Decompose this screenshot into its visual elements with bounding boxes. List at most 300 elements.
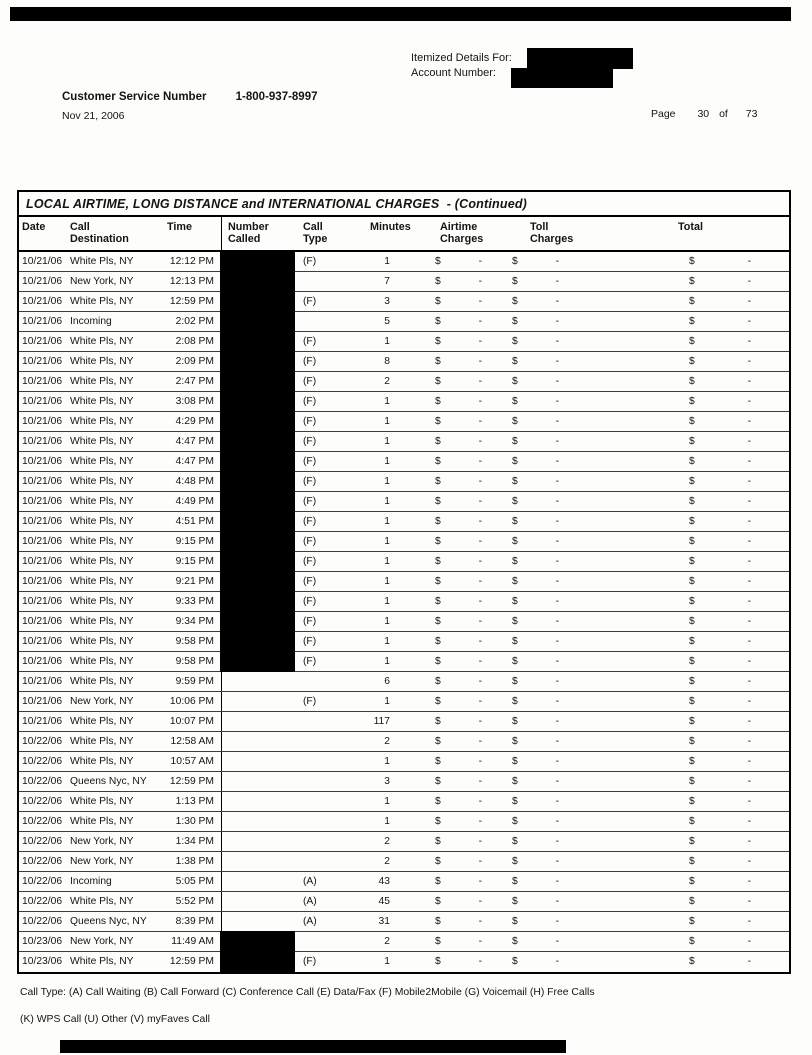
cell-call-type <box>302 312 364 331</box>
cell-number-called <box>222 572 302 591</box>
number-called-redaction <box>220 611 295 632</box>
cell-minutes: 1 <box>384 556 390 567</box>
cell-call-destination: White Pls, NY <box>70 736 134 747</box>
column-header-total: Total <box>678 221 703 233</box>
amount-value: - <box>478 496 482 507</box>
amount-value: - <box>555 316 559 327</box>
amount-value: - <box>747 336 751 347</box>
amount-value: - <box>555 936 559 947</box>
cell-toll-charges <box>509 652 599 671</box>
number-called-redaction <box>220 271 295 292</box>
cell-time: 9:15 PM <box>167 532 222 551</box>
currency-symbol: $ <box>435 816 441 827</box>
cell-airtime-charges <box>421 312 509 331</box>
cell-date: 10/23/06 <box>22 936 63 947</box>
column-header-airtime-charges: Airtime Charges <box>440 221 484 245</box>
table-row <box>19 272 789 292</box>
currency-symbol: $ <box>689 636 695 647</box>
cell-call-type <box>302 832 364 851</box>
cell-toll-charges <box>509 812 599 831</box>
currency-symbol: $ <box>689 876 695 887</box>
amount-value: - <box>478 676 482 687</box>
cell-toll-charges <box>509 592 599 611</box>
currency-symbol: $ <box>512 276 518 287</box>
amount-value: - <box>478 556 482 567</box>
cell-total <box>599 852 789 871</box>
currency-symbol: $ <box>512 316 518 327</box>
amount-value: - <box>478 896 482 907</box>
number-called-redaction <box>220 451 295 472</box>
table-row <box>19 812 789 832</box>
currency-symbol: $ <box>435 656 441 667</box>
cell-airtime-charges <box>421 432 509 451</box>
currency-symbol: $ <box>512 696 518 707</box>
cell-total <box>599 392 789 411</box>
cell-total <box>599 412 789 431</box>
cell-date: 10/21/06 <box>22 256 63 267</box>
cell-airtime-charges <box>421 832 509 851</box>
cell-date: 10/22/06 <box>22 756 63 767</box>
cell-call-destination: White Pls, NY <box>70 816 134 827</box>
currency-symbol: $ <box>689 456 695 467</box>
account-number-label: Account Number: <box>411 67 496 79</box>
amount-value: - <box>747 456 751 467</box>
number-called-redaction <box>220 251 295 272</box>
number-called-redaction <box>220 431 295 452</box>
cell-number-called <box>222 852 302 871</box>
currency-symbol: $ <box>689 536 695 547</box>
amount-value: - <box>555 356 559 367</box>
currency-symbol: $ <box>512 956 518 967</box>
amount-value: - <box>747 536 751 547</box>
table-row <box>19 452 789 472</box>
cell-time: 5:52 PM <box>167 892 222 911</box>
cell-minutes: 3 <box>384 296 390 307</box>
bottom-black-bar <box>60 1040 566 1053</box>
currency-symbol: $ <box>689 656 695 667</box>
page-total: 73 <box>745 108 758 120</box>
cell-toll-charges <box>509 772 599 791</box>
cell-total <box>599 892 789 911</box>
number-called-redaction <box>220 531 295 552</box>
cell-call-type: (F) <box>303 536 317 547</box>
cell-call-destination: White Pls, NY <box>70 596 134 607</box>
amount-value: - <box>555 816 559 827</box>
column-header-number-called: Number Called <box>228 221 269 245</box>
currency-symbol: $ <box>435 276 441 287</box>
table-row <box>19 592 789 612</box>
cell-number-called <box>222 612 302 631</box>
table-row <box>19 332 789 352</box>
cell-toll-charges <box>509 632 599 651</box>
cell-airtime-charges <box>421 412 509 431</box>
table-header-row <box>19 217 789 252</box>
currency-symbol: $ <box>435 536 441 547</box>
cell-minutes: 1 <box>384 476 390 487</box>
currency-symbol: $ <box>512 476 518 487</box>
amount-value: - <box>555 956 559 967</box>
cell-date: 10/21/06 <box>22 596 63 607</box>
cell-total <box>599 732 789 751</box>
currency-symbol: $ <box>435 716 441 727</box>
cell-number-called <box>222 432 302 451</box>
cell-call-type <box>302 272 364 291</box>
cell-minutes: 1 <box>384 536 390 547</box>
table-row <box>19 652 789 672</box>
amount-value: - <box>555 876 559 887</box>
cell-number-called <box>222 552 302 571</box>
cell-number-called <box>222 292 302 311</box>
cell-total <box>599 592 789 611</box>
amount-value: - <box>747 316 751 327</box>
cell-call-type: (F) <box>303 596 317 607</box>
cell-total <box>599 672 789 691</box>
number-called-redaction <box>220 311 295 332</box>
cell-date: 10/21/06 <box>22 536 63 547</box>
cell-total <box>599 772 789 791</box>
cell-toll-charges <box>509 312 599 331</box>
amount-value: - <box>478 856 482 867</box>
cell-call-type: (F) <box>303 436 317 447</box>
amount-value: - <box>478 716 482 727</box>
cell-call-destination: White Pls, NY <box>70 376 134 387</box>
cell-total <box>599 652 789 671</box>
cell-total <box>599 532 789 551</box>
cell-minutes: 43 <box>378 876 390 887</box>
cell-call-type: (F) <box>303 296 317 307</box>
cell-toll-charges <box>509 412 599 431</box>
cell-date: 10/21/06 <box>22 616 63 627</box>
cell-call-destination: White Pls, NY <box>70 356 134 367</box>
currency-symbol: $ <box>435 516 441 527</box>
currency-symbol: $ <box>435 316 441 327</box>
amount-value: - <box>747 876 751 887</box>
cell-date: 10/21/06 <box>22 496 63 507</box>
cell-minutes: 2 <box>384 936 390 947</box>
currency-symbol: $ <box>689 716 695 727</box>
amount-value: - <box>555 536 559 547</box>
currency-symbol: $ <box>689 936 695 947</box>
cell-call-destination: White Pls, NY <box>70 956 134 967</box>
cell-airtime-charges <box>421 592 509 611</box>
currency-symbol: $ <box>435 256 441 267</box>
currency-symbol: $ <box>435 616 441 627</box>
cell-airtime-charges <box>421 872 509 891</box>
number-called-redaction <box>220 411 295 432</box>
amount-value: - <box>747 696 751 707</box>
amount-value: - <box>747 916 751 927</box>
amount-value: - <box>555 276 559 287</box>
page-current: 30 <box>697 108 710 120</box>
table-row <box>19 932 789 952</box>
cell-call-destination: White Pls, NY <box>70 656 134 667</box>
amount-value: - <box>747 556 751 567</box>
cell-minutes: 6 <box>384 676 390 687</box>
table-row <box>19 512 789 532</box>
currency-symbol: $ <box>512 656 518 667</box>
currency-symbol: $ <box>689 296 695 307</box>
cell-date: 10/21/06 <box>22 516 63 527</box>
cell-total <box>599 452 789 471</box>
cell-date: 10/21/06 <box>22 376 63 387</box>
cell-number-called <box>222 652 302 671</box>
cell-call-type: (F) <box>303 476 317 487</box>
amount-value: - <box>747 816 751 827</box>
cell-toll-charges <box>509 672 599 691</box>
currency-symbol: $ <box>512 776 518 787</box>
number-called-redaction <box>220 931 295 952</box>
table-row <box>19 752 789 772</box>
cell-toll-charges <box>509 292 599 311</box>
cell-total <box>599 912 789 931</box>
table-row <box>19 532 789 552</box>
cell-total <box>599 312 789 331</box>
cell-call-type: (F) <box>303 656 317 667</box>
amount-value: - <box>478 796 482 807</box>
currency-symbol: $ <box>512 596 518 607</box>
cell-minutes: 1 <box>384 516 390 527</box>
currency-symbol: $ <box>689 696 695 707</box>
amount-value: - <box>555 676 559 687</box>
cell-total <box>599 612 789 631</box>
number-called-redaction <box>220 631 295 652</box>
cell-total <box>599 632 789 651</box>
cell-call-destination: White Pls, NY <box>70 636 134 647</box>
amount-value: - <box>478 456 482 467</box>
amount-value: - <box>555 396 559 407</box>
amount-value: - <box>747 276 751 287</box>
amount-value: - <box>555 596 559 607</box>
amount-value: - <box>478 276 482 287</box>
cell-call-destination: White Pls, NY <box>70 536 134 547</box>
cell-toll-charges <box>509 332 599 351</box>
currency-symbol: $ <box>435 836 441 847</box>
amount-value: - <box>747 716 751 727</box>
cell-time: 3:08 PM <box>167 392 222 411</box>
amount-value: - <box>478 396 482 407</box>
amount-value: - <box>555 376 559 387</box>
currency-symbol: $ <box>512 356 518 367</box>
cell-airtime-charges <box>421 652 509 671</box>
cell-call-destination: New York, NY <box>70 856 134 867</box>
cell-call-type: (A) <box>303 896 317 907</box>
amount-value: - <box>478 296 482 307</box>
cell-call-type: (F) <box>303 356 317 367</box>
cell-date: 10/22/06 <box>22 796 63 807</box>
cell-number-called <box>222 712 302 731</box>
cell-toll-charges <box>509 572 599 591</box>
cell-airtime-charges <box>421 772 509 791</box>
amount-value: - <box>555 436 559 447</box>
column-header-toll-charges: Toll Charges <box>530 221 574 245</box>
amount-value: - <box>555 256 559 267</box>
cell-number-called <box>222 952 302 972</box>
cell-call-type <box>302 792 364 811</box>
currency-symbol: $ <box>512 736 518 747</box>
call-type-legend-line2: (K) WPS Call (U) Other (V) myFaves Call <box>20 1014 210 1025</box>
table-row <box>19 692 789 712</box>
amount-value: - <box>747 936 751 947</box>
amount-value: - <box>478 356 482 367</box>
amount-value: - <box>747 256 751 267</box>
cell-airtime-charges <box>421 372 509 391</box>
cell-date: 10/21/06 <box>22 396 63 407</box>
amount-value: - <box>747 416 751 427</box>
amount-value: - <box>478 516 482 527</box>
cell-call-destination: White Pls, NY <box>70 896 134 907</box>
cell-time: 9:33 PM <box>167 592 222 611</box>
cell-toll-charges <box>509 432 599 451</box>
currency-symbol: $ <box>512 876 518 887</box>
amount-value: - <box>555 656 559 667</box>
table-row <box>19 772 789 792</box>
amount-value: - <box>747 796 751 807</box>
amount-value: - <box>478 816 482 827</box>
cell-call-destination: White Pls, NY <box>70 416 134 427</box>
amount-value: - <box>555 496 559 507</box>
cell-call-destination: White Pls, NY <box>70 456 134 467</box>
amount-value: - <box>478 836 482 847</box>
cell-time: 12:58 AM <box>167 732 222 751</box>
currency-symbol: $ <box>512 916 518 927</box>
cell-minutes: 1 <box>384 576 390 587</box>
currency-symbol: $ <box>435 416 441 427</box>
cell-date: 10/21/06 <box>22 316 63 327</box>
cell-call-type <box>302 772 364 791</box>
cell-number-called <box>222 792 302 811</box>
cell-airtime-charges <box>421 292 509 311</box>
cell-toll-charges <box>509 452 599 471</box>
cell-time: 9:15 PM <box>167 552 222 571</box>
amount-value: - <box>747 636 751 647</box>
cell-time: 5:05 PM <box>167 872 222 891</box>
amount-value: - <box>478 616 482 627</box>
amount-value: - <box>478 936 482 947</box>
cell-call-type: (F) <box>303 336 317 347</box>
cell-minutes: 1 <box>384 456 390 467</box>
currency-symbol: $ <box>435 596 441 607</box>
currency-symbol: $ <box>689 796 695 807</box>
amount-value: - <box>478 736 482 747</box>
cell-time: 4:48 PM <box>167 472 222 491</box>
cell-time: 4:49 PM <box>167 492 222 511</box>
cell-time: 9:21 PM <box>167 572 222 591</box>
cell-call-destination: White Pls, NY <box>70 716 134 727</box>
number-called-redaction <box>220 491 295 512</box>
cell-minutes: 2 <box>384 376 390 387</box>
currency-symbol: $ <box>435 756 441 767</box>
currency-symbol: $ <box>435 936 441 947</box>
table-row <box>19 392 789 412</box>
number-called-redaction <box>220 571 295 592</box>
cell-total <box>599 692 789 711</box>
amount-value: - <box>555 576 559 587</box>
customer-service-label: Customer Service Number <box>62 91 207 103</box>
cell-date: 10/21/06 <box>22 576 63 587</box>
amount-value: - <box>478 536 482 547</box>
amount-value: - <box>555 856 559 867</box>
cell-call-destination: White Pls, NY <box>70 296 134 307</box>
cell-time: 9:58 PM <box>167 632 222 651</box>
currency-symbol: $ <box>512 536 518 547</box>
cell-call-destination: New York, NY <box>70 276 134 287</box>
amount-value: - <box>747 616 751 627</box>
table-row <box>19 832 789 852</box>
number-called-redaction <box>220 371 295 392</box>
cell-minutes: 5 <box>384 316 390 327</box>
cell-date: 10/21/06 <box>22 296 63 307</box>
cell-call-type: (F) <box>303 396 317 407</box>
cell-toll-charges <box>509 392 599 411</box>
cell-minutes: 117 <box>373 716 390 727</box>
currency-symbol: $ <box>512 436 518 447</box>
cell-minutes: 1 <box>384 756 390 767</box>
customer-service-line <box>62 91 318 103</box>
currency-symbol: $ <box>689 956 695 967</box>
cell-total <box>599 572 789 591</box>
currency-symbol: $ <box>689 736 695 747</box>
cell-date: 10/21/06 <box>22 456 63 467</box>
cell-minutes: 8 <box>384 356 390 367</box>
cell-call-destination: Queens Nyc, NY <box>70 776 147 787</box>
column-header-call-type: Call Type <box>303 221 328 245</box>
cell-number-called <box>222 452 302 471</box>
cell-toll-charges <box>509 552 599 571</box>
cell-time: 1:38 PM <box>167 852 222 871</box>
cell-toll-charges <box>509 472 599 491</box>
cell-minutes: 1 <box>384 696 390 707</box>
cell-time: 1:30 PM <box>167 812 222 831</box>
currency-symbol: $ <box>435 736 441 747</box>
cell-call-type: (F) <box>303 516 317 527</box>
cell-number-called <box>222 932 302 951</box>
cell-airtime-charges <box>421 552 509 571</box>
cell-call-type: (A) <box>303 876 317 887</box>
amount-value: - <box>478 696 482 707</box>
cell-time: 1:34 PM <box>167 832 222 851</box>
cell-total <box>599 832 789 851</box>
number-called-redaction <box>220 951 295 973</box>
column-header-minutes: Minutes <box>370 221 411 233</box>
number-called-redaction <box>220 391 295 412</box>
cell-number-called <box>222 872 302 891</box>
cell-date: 10/21/06 <box>22 676 63 687</box>
amount-value: - <box>747 476 751 487</box>
cell-call-destination: White Pls, NY <box>70 756 134 767</box>
currency-symbol: $ <box>435 496 441 507</box>
cell-total <box>599 792 789 811</box>
cell-toll-charges <box>509 532 599 551</box>
cell-time: 1:13 PM <box>167 792 222 811</box>
cell-toll-charges <box>509 752 599 771</box>
cell-call-type: (F) <box>303 256 317 267</box>
cell-toll-charges <box>509 932 599 951</box>
cell-date: 10/22/06 <box>22 916 63 927</box>
amount-value: - <box>555 516 559 527</box>
currency-symbol: $ <box>512 516 518 527</box>
cell-time: 10:57 AM <box>167 752 222 771</box>
cell-time: 12:13 PM <box>167 272 222 291</box>
currency-symbol: $ <box>689 396 695 407</box>
cell-number-called <box>222 732 302 751</box>
currency-symbol: $ <box>512 816 518 827</box>
currency-symbol: $ <box>689 616 695 627</box>
cell-total <box>599 432 789 451</box>
cell-call-destination: White Pls, NY <box>70 516 134 527</box>
currency-symbol: $ <box>512 396 518 407</box>
cell-call-destination: White Pls, NY <box>70 616 134 627</box>
currency-symbol: $ <box>512 836 518 847</box>
